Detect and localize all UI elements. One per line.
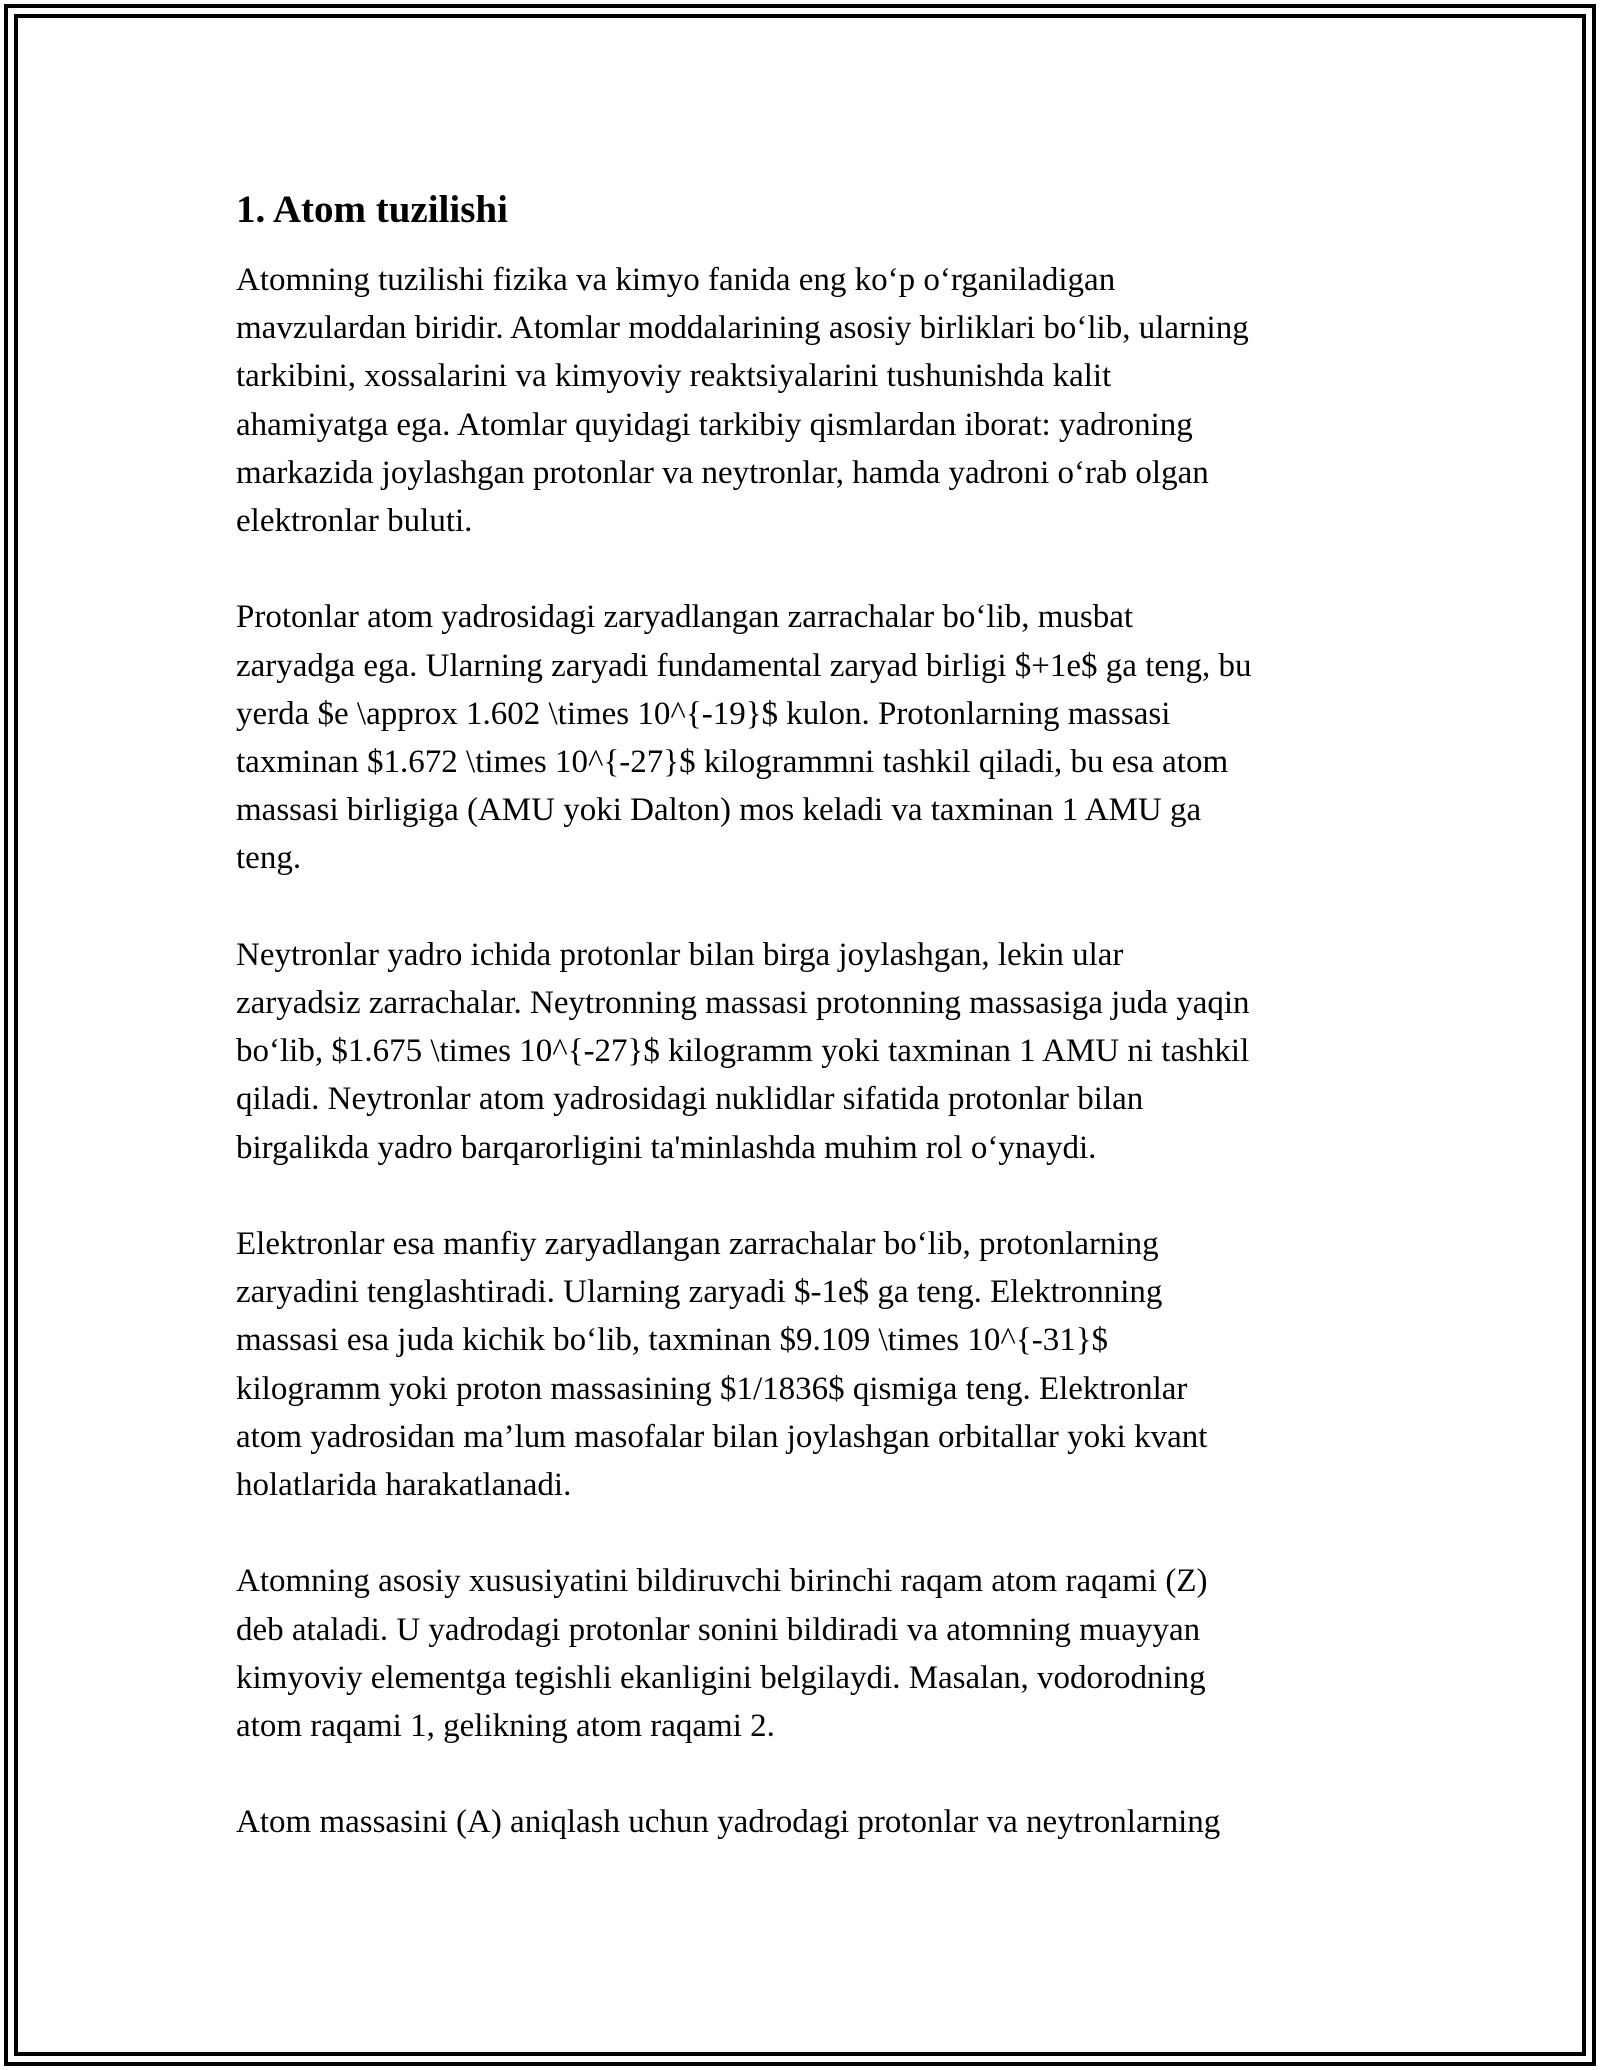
- text-line: ahamiyatga ega. Atomlar quyidagi tarkibiy qismlardan iborat: yadroning: [236, 406, 1193, 443]
- text-line: Atomning tuzilishi fizika va kimyo fanida eng ko‘p o‘rganiladigan: [236, 262, 1116, 298]
- paragraph-neutrons: [236, 931, 1376, 1172]
- text-line: deb ataladi. U yadrodagi protonlar sonini bildiradi va atomning muayyan: [236, 1611, 1201, 1648]
- section-heading: 1. Atom tuzilishi: [236, 188, 508, 231]
- text-line: atom yadrosidan ma’lum masofalar bilan joylashgan orbitallar yoki kvant: [236, 1418, 1208, 1455]
- text-line: zaryadini tenglashtiradi. Ularning zaryadi $-1e$ ga teng. Elektronning: [236, 1274, 1163, 1311]
- text-line: Neytronlar yadro ichida protonlar bilan birga joylashgan, lekin ular: [236, 936, 1124, 973]
- text-line: elektronlar buluti.: [236, 503, 473, 540]
- text-line: massasi birligiga (AMU yoki Dalton) mos keladi va taxminan 1 AMU ga: [236, 792, 1202, 829]
- paragraph-atomic-mass: [236, 1798, 1376, 1846]
- paragraph-atomic-number: [236, 1557, 1376, 1750]
- text-line: kimyoviy elementga tegishli ekanligini belgilaydi. Masalan, vodorodning: [236, 1659, 1206, 1696]
- text-line: zaryadga ega. Ularning zaryadi fundamental zaryad birligi $+1e$ ga teng, bu: [236, 647, 1252, 684]
- text-line: massasi esa juda kichik bo‘lib, taxminan $9.109 \times 10^{-31}$: [236, 1322, 1109, 1359]
- text-line: yerda $e \approx 1.602 \times 10^{-19}$ kulon. Protonlarning massasi: [236, 695, 1171, 732]
- text-line: teng.: [236, 840, 302, 877]
- text-line: tarkibini, xossalarini va kimyoviy reaktsiyalarini tushunishda kalit: [236, 358, 1112, 395]
- text-line: Atom massasini (A) aniqlash uchun yadrodagi protonlar va neytronlarning: [236, 1804, 1221, 1841]
- text-line: kilogramm yoki proton massasining $1/1836$ qismiga teng. Elektronlar: [236, 1370, 1188, 1407]
- text-line: markazida joylashgan protonlar va neytronlar, hamda yadroni o‘rab olgan: [236, 454, 1209, 491]
- text-line: Atomning asosiy xususiyatini bildiruvchi birinchi raqam atom raqami (Z): [236, 1563, 1208, 1600]
- paragraph-protons: [236, 593, 1376, 882]
- text-line: qiladi. Neytronlar atom yadrosidagi nuklidlar sifatida protonlar bilan: [236, 1081, 1144, 1118]
- text-line: Protonlar atom yadrosidagi zaryadlangan zarrachalar bo‘lib, musbat: [236, 599, 1134, 636]
- document-body: [236, 186, 1376, 1895]
- text-line: zaryadsiz zarrachalar. Neytronning massasi protonning massasiga juda yaqin: [236, 985, 1250, 1022]
- text-line: bo‘lib, $1.675 \times 10^{-27}$ kilogramm yoki taxminan 1 AMU ni tashkil: [236, 1033, 1250, 1070]
- paragraph-electrons: [236, 1220, 1376, 1509]
- text-line: holatlarida harakatlanadi.: [236, 1467, 572, 1504]
- text-line: mavzulardan biridir. Atomlar moddalarining asosiy birliklari bo‘lib, ularning: [236, 310, 1249, 347]
- text-line: taxminan $1.672 \times 10^{-27}$ kilogrammni tashkil qiladi, bu esa atom: [236, 744, 1229, 781]
- paragraph-intro: [236, 256, 1376, 545]
- text-line: Elektronlar esa manfiy zaryadlangan zarrachalar bo‘lib, protonlarning: [236, 1226, 1159, 1263]
- text-line: birgalikda yadro barqarorligini ta'minlashda muhim rol o‘ynaydi.: [236, 1129, 1097, 1166]
- text-line: atom raqami 1, gelikning atom raqami 2.: [236, 1708, 775, 1745]
